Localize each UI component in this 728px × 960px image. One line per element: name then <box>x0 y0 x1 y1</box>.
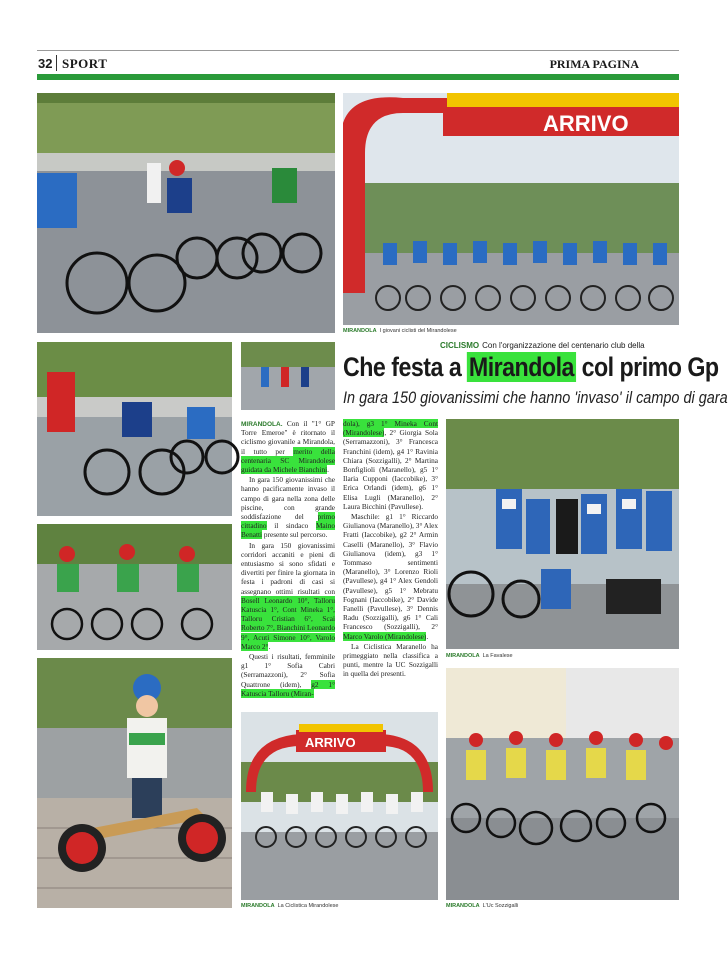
caption-mirandolese: MIRANDOLA La Ciclistica Mirandolese <box>241 903 339 909</box>
caption-favalese: MIRANDOLA La Favalese <box>446 653 513 659</box>
article-paragraph: La Ciclistica Maranello ha primeggiato nella classifica a punti, mentre la UC Sozzigalli in quella dei presenti. <box>343 641 438 679</box>
photo-kids-bikes <box>37 524 232 650</box>
article-paragraph: Questi i risultati, femminile g1 1° Sofia Cabri (Serramazzoni), 2° Sofia Quattrone (idem), g2 1° Katuscia Talloru (Miran- <box>241 652 335 698</box>
photo-small-riders <box>241 342 335 410</box>
article-headline: Che festa a Mirandola col primo Gp <box>343 352 719 382</box>
edition-label: PRIMA PAGINA <box>549 57 639 71</box>
header-green-rule <box>37 74 679 80</box>
arrivo-banner-text-2: ARRIVO <box>305 735 356 750</box>
article-paragraph: dola), g3 1° Mineka Cont (Mirandolese), 2° Giorgia Sola (Serramazzoni), 3° Francesca Franchini (idem), g4 1° Ravinia Chiara (Sozzigalli), 2° Martina Bonfiglioli (Maranello), g5 1° Ilaria Cupponi (Iaccobike), 3° Erica Orlandi (idem), g6 1° Elisa Lugli (Maranello), 2° Laura Bicchini (Pavullese). <box>343 419 438 511</box>
caption-sozzigalli: MIRANDOLA L'Uc Sozzigalli <box>446 903 519 909</box>
caption-arrivo-group: MIRANDOLA I giovani ciclisti del Mirandolese <box>343 328 457 334</box>
header-top-rule <box>37 50 679 51</box>
photo-favalese-team <box>446 419 679 649</box>
article-paragraph: Maschile: g1 1° Riccardo Giulianova (Maranello), 3° Alex Fratti (Iaccobike), g2 2° Armin Caselli (Maranello), 3° Flavio Giulianova (idem), g3 1° Tommaso sentimenti (Maranello), 3° Lorenzo Rioli (Pavullese), g4 1° Alex Gendoli (Pavullese), g5 1° Mebratu Fognani (Iaccobike), 2° Davide Fanelli (Pavullese), 3° Dennis Radu (Sozzigalli), g6 1° Cali Francesco (Sozzigalli), 2° Marco Varolo (Mirandolese). <box>343 512 438 641</box>
article-column-1 <box>241 419 335 699</box>
arrivo-banner-text: ARRIVO <box>543 111 629 136</box>
section-title: SPORT <box>62 56 108 71</box>
photo-sozzigalli-team <box>446 668 679 900</box>
dateline: MIRANDOLA. <box>241 421 283 428</box>
article-subhead: In gara 150 giovanissimi che hanno 'invaso' il campo di gara <box>343 388 728 407</box>
page-number: 32 <box>38 56 53 71</box>
article-paragraph: In gara 150 giovanissimi che hanno pacificamente invaso il campo di gara nella zona delle piscine, con grande soddisfazione del primo cittadino il sindaco Maino Benatti presente sul percorso. <box>241 475 335 540</box>
photo-balance-bike-child <box>37 658 232 908</box>
photo-arrivo-mirandolese <box>241 712 438 900</box>
article-paragraph: MIRANDOLA. Con il "1° GP Torre Emeroe" è ritornato il ciclismo giovanile a Mirandola, il tutto per merito della centenaria SC Mirandolese guidata da Michele Bianchini. <box>241 419 335 475</box>
photo-riders-road-2 <box>37 342 232 516</box>
article-kicker: CICLISMO Con l'organizzazione del centenario club della <box>440 341 645 350</box>
article-column-2 <box>343 419 438 680</box>
header-separator <box>56 55 57 71</box>
article-paragraph: In gara 150 giovanissimi corridori accaniti e pieni di entusiasmo si sono sfidati e divertiti per finire la giornata in festa i padroni di casi si assegnano ottimi risultati con Bosell Leonardo 10°, Talloru Katuscia 1°, Cont Mineka 1°, Talloru Cristian 6°, Scai Roberto 7°, Bianchini Leonardo 9°, Acuti Simone 10°, Varolo Marco 2°. <box>241 540 335 651</box>
photo-arrivo-group <box>343 93 679 325</box>
photo-riders-road <box>37 93 335 333</box>
